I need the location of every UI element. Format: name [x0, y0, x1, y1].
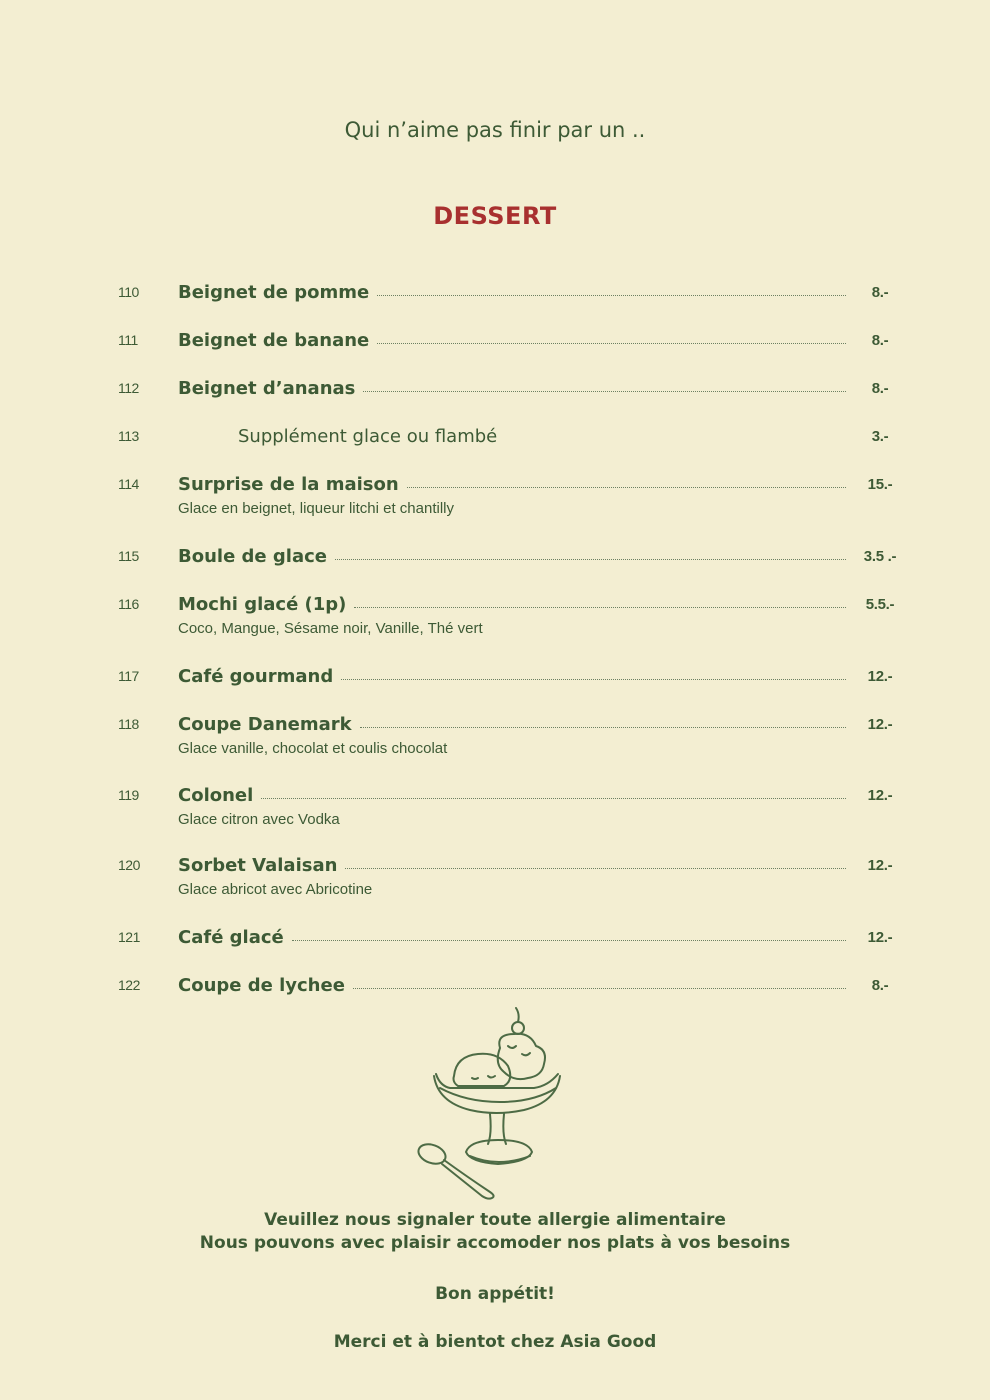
item-number: 121	[118, 929, 140, 945]
item-price: 12.-	[867, 929, 893, 946]
menu-item	[0, 330, 990, 374]
menu-item	[0, 855, 990, 899]
menu-item	[0, 594, 990, 638]
item-name: Boule de glace	[178, 546, 327, 567]
thank-you-text: Merci et à bientot chez Asia Good	[333, 1332, 657, 1352]
item-description: Glace abricot avec Abricotine	[178, 881, 373, 898]
item-name: Café glacé	[178, 927, 284, 948]
dot-leader	[261, 798, 846, 799]
dot-leader	[377, 343, 846, 344]
dot-leader	[345, 868, 846, 869]
item-name: Supplément glace ou flambé	[238, 426, 498, 447]
ice-cream-sundae-icon	[410, 1006, 580, 1206]
dot-leader	[363, 391, 846, 392]
dot-leader	[360, 727, 846, 728]
item-number: 116	[118, 596, 139, 612]
menu-item	[0, 282, 990, 326]
menu-item-supplement	[0, 426, 990, 470]
item-description: Coco, Mangue, Sésame noir, Vanille, Thé vert	[178, 620, 483, 637]
menu-item	[0, 785, 990, 829]
item-number: 111	[118, 332, 138, 348]
item-name: Colonel	[178, 785, 254, 806]
item-number: 120	[118, 857, 140, 873]
item-price: 12.-	[867, 857, 893, 874]
dot-leader	[292, 940, 846, 941]
item-number: 122	[118, 977, 140, 993]
item-description: Glace citron avec Vodka	[178, 811, 340, 828]
item-number: 115	[118, 548, 139, 564]
item-name: Mochi glacé (1p)	[178, 594, 347, 615]
allergy-notice-line-2: Nous pouvons avec plaisir accomoder nos plats à vos besoins	[199, 1233, 791, 1253]
item-name: Coupe Danemark	[178, 714, 352, 735]
dot-leader	[407, 487, 846, 488]
item-price: 3.5 .-	[863, 548, 897, 565]
item-name: Café gourmand	[178, 666, 334, 687]
bon-appetit-text: Bon appétit!	[435, 1284, 555, 1304]
item-number: 117	[118, 668, 139, 684]
item-name: Beignet d’ananas	[178, 378, 356, 399]
item-price: 8.-	[871, 977, 889, 994]
item-number: 113	[118, 428, 139, 444]
item-price: 12.-	[867, 716, 893, 733]
item-name: Beignet de banane	[178, 330, 370, 351]
item-price: 8.-	[871, 380, 889, 397]
menu-item	[0, 378, 990, 422]
dot-leader	[341, 679, 846, 680]
item-name: Surprise de la maison	[178, 474, 399, 495]
item-description: Glace vanille, chocolat et coulis chocolat	[178, 740, 448, 757]
dot-leader	[377, 295, 846, 296]
item-name: Coupe de lychee	[178, 975, 345, 996]
item-price: 3.-	[871, 428, 889, 445]
item-number: 112	[118, 380, 139, 396]
item-number: 114	[118, 476, 139, 492]
menu-item	[0, 927, 990, 971]
item-price: 12.-	[867, 787, 893, 804]
menu-item	[0, 666, 990, 710]
item-description: Glace en beignet, liqueur litchi et chantilly	[178, 500, 454, 517]
item-name: Beignet de pomme	[178, 282, 370, 303]
intro-text: Qui n’aime pas finir par un ..	[344, 118, 646, 142]
item-price: 8.-	[871, 332, 889, 349]
item-number: 118	[118, 716, 139, 732]
item-name: Sorbet Valaisan	[178, 855, 338, 876]
item-price: 5.5.-	[865, 596, 895, 613]
allergy-notice-line-1: Veuillez nous signaler toute allergie alimentaire	[264, 1210, 726, 1230]
item-price: 15.-	[867, 476, 893, 493]
item-price: 12.-	[867, 668, 893, 685]
menu-item	[0, 714, 990, 758]
menu-item	[0, 474, 990, 518]
page-title: DESSERT	[433, 202, 557, 230]
item-price: 8.-	[871, 284, 889, 301]
dot-leader	[354, 607, 846, 608]
menu-item	[0, 546, 990, 590]
item-number: 119	[118, 787, 139, 803]
item-number: 110	[118, 284, 139, 300]
dot-leader	[335, 559, 846, 560]
dot-leader	[353, 988, 846, 989]
